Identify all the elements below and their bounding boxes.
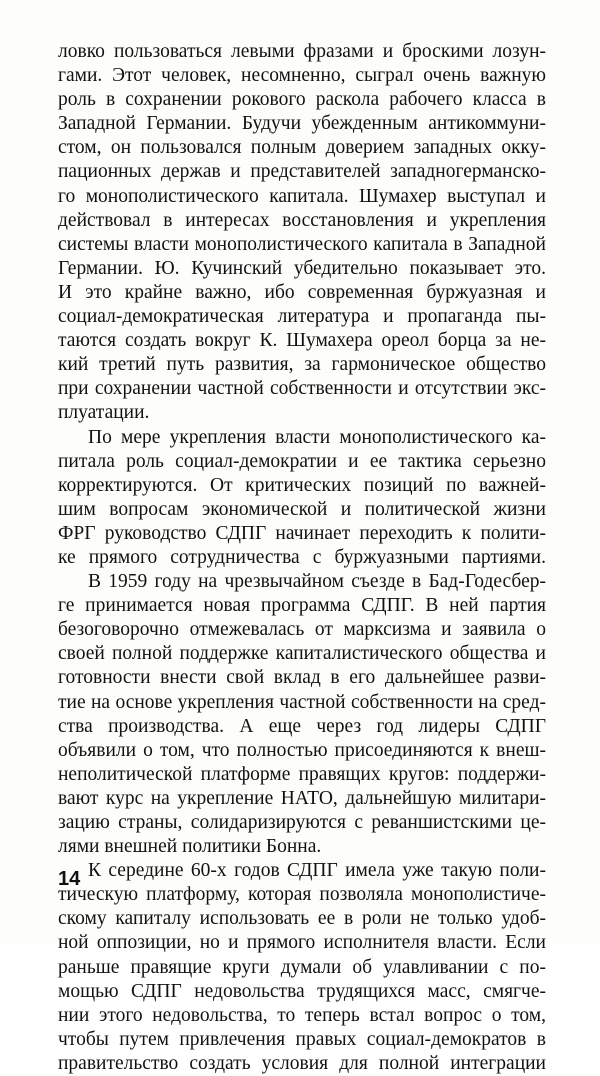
text-line: тие на основе укрепления частной собственности на сред- — [58, 691, 546, 713]
text-line: Западной Германии. Будучи убежденным антикоммуни- — [58, 113, 546, 135]
text-line: таются создать вокруг К. Шумахера ореол борца за не- — [58, 330, 546, 352]
text-line: скому капиталу использовать ее в роли не только удоб- — [58, 908, 546, 930]
text-line: тическую платформу, которая позволяла монополистиче- — [58, 884, 546, 906]
text-line: безоговорочно отмежевалась от марксизма и заявила о — [58, 619, 546, 641]
text-line: зацию страны, солидаризируются с реваншистскими це- — [58, 812, 546, 833]
text-line: социал-демократическая литература и пропаганда пы- — [58, 306, 546, 328]
text-line: неполитической платформе правящих кругов: поддержи- — [58, 763, 546, 785]
text-line: В 1959 году на чрезвычайном съезде в Бад-Годесбер- — [88, 571, 546, 593]
text-line: раньше правящие круги думали об улавливании с по- — [58, 956, 546, 978]
text-line: ства производства. А еще через год лидеры СДПГ — [58, 715, 546, 737]
text-line: готовности внести свой вклад в его дальнейшее разви- — [58, 667, 546, 689]
page-body-text — [58, 40, 546, 1076]
text-line: правительство создать условия для полной интеграции — [58, 1052, 546, 1074]
text-line: кий третий путь развития, за гармоническое общество — [58, 354, 546, 376]
text-line: плуатации. — [58, 402, 150, 424]
text-line: шим вопросам экономической и политической жизни — [58, 498, 546, 520]
text-line: действовал в интересах восстановления и укрепления — [58, 209, 546, 231]
text-line: И это крайне важно, ибо современная буржуазная и — [58, 281, 546, 303]
text-line: пационных держав и представителей западногерманско- — [58, 161, 546, 183]
text-line: гами. Этот человек, несомненно, сыграл очень важную — [58, 65, 546, 87]
page-number: 14 — [58, 868, 81, 890]
text-line: стом, он пользовался полным доверием западных окку- — [58, 137, 546, 159]
text-line: системы власти монополистического капитала в Западной — [58, 233, 546, 255]
text-line: го монополистического капитала. Шумахер выступал и — [58, 185, 546, 207]
text-line: ФРГ руководство СДПГ начинает переходить к полити- — [58, 522, 546, 544]
text-line: при сохранении частной собственности и отсутствии экс- — [58, 378, 546, 400]
text-line: мощью СДПГ недовольства трудящихся масс, смягче- — [58, 980, 546, 1002]
text-line: По мере укрепления власти монополистического ка- — [88, 426, 546, 448]
text-line: вают курс на укрепление НАТО, дальнейшую милитари- — [58, 787, 546, 809]
text-line: роль в сохранении рокового раскола рабочего класса в — [58, 89, 546, 111]
text-line: ловко пользоваться левыми фразами и броскими лозун- — [58, 41, 546, 62]
text-line: чтобы путем привлечения правых социал-демократов в — [58, 1028, 546, 1050]
text-line: ке прямого сотрудничества с буржуазными партиями. — [58, 546, 546, 568]
text-line: ге принимается новая программа СДПГ. В ней партия — [58, 595, 546, 617]
text-line: своей полной поддержке капиталистического общества и — [58, 643, 546, 665]
text-line: Германии. Ю. Кучинский убедительно показывает это. — [58, 257, 546, 279]
text-line: ной оппозиции, но и прямого исполнителя власти. Если — [58, 932, 546, 954]
text-line: корректируются. От критических позиций по важней- — [58, 474, 546, 496]
text-line: нии этого недовольства, то теперь встал вопрос о том, — [58, 1004, 546, 1026]
text-line: К середине 60-х годов СДПГ имела уже такую поли- — [88, 860, 546, 882]
text-line: лями внешней политики Бонна. — [58, 836, 322, 858]
text-line: питала роль социал-демократии и ее тактика серьезно — [58, 450, 546, 472]
text-line: объявили о том, что полностью присоединяются к внеш- — [58, 739, 546, 761]
